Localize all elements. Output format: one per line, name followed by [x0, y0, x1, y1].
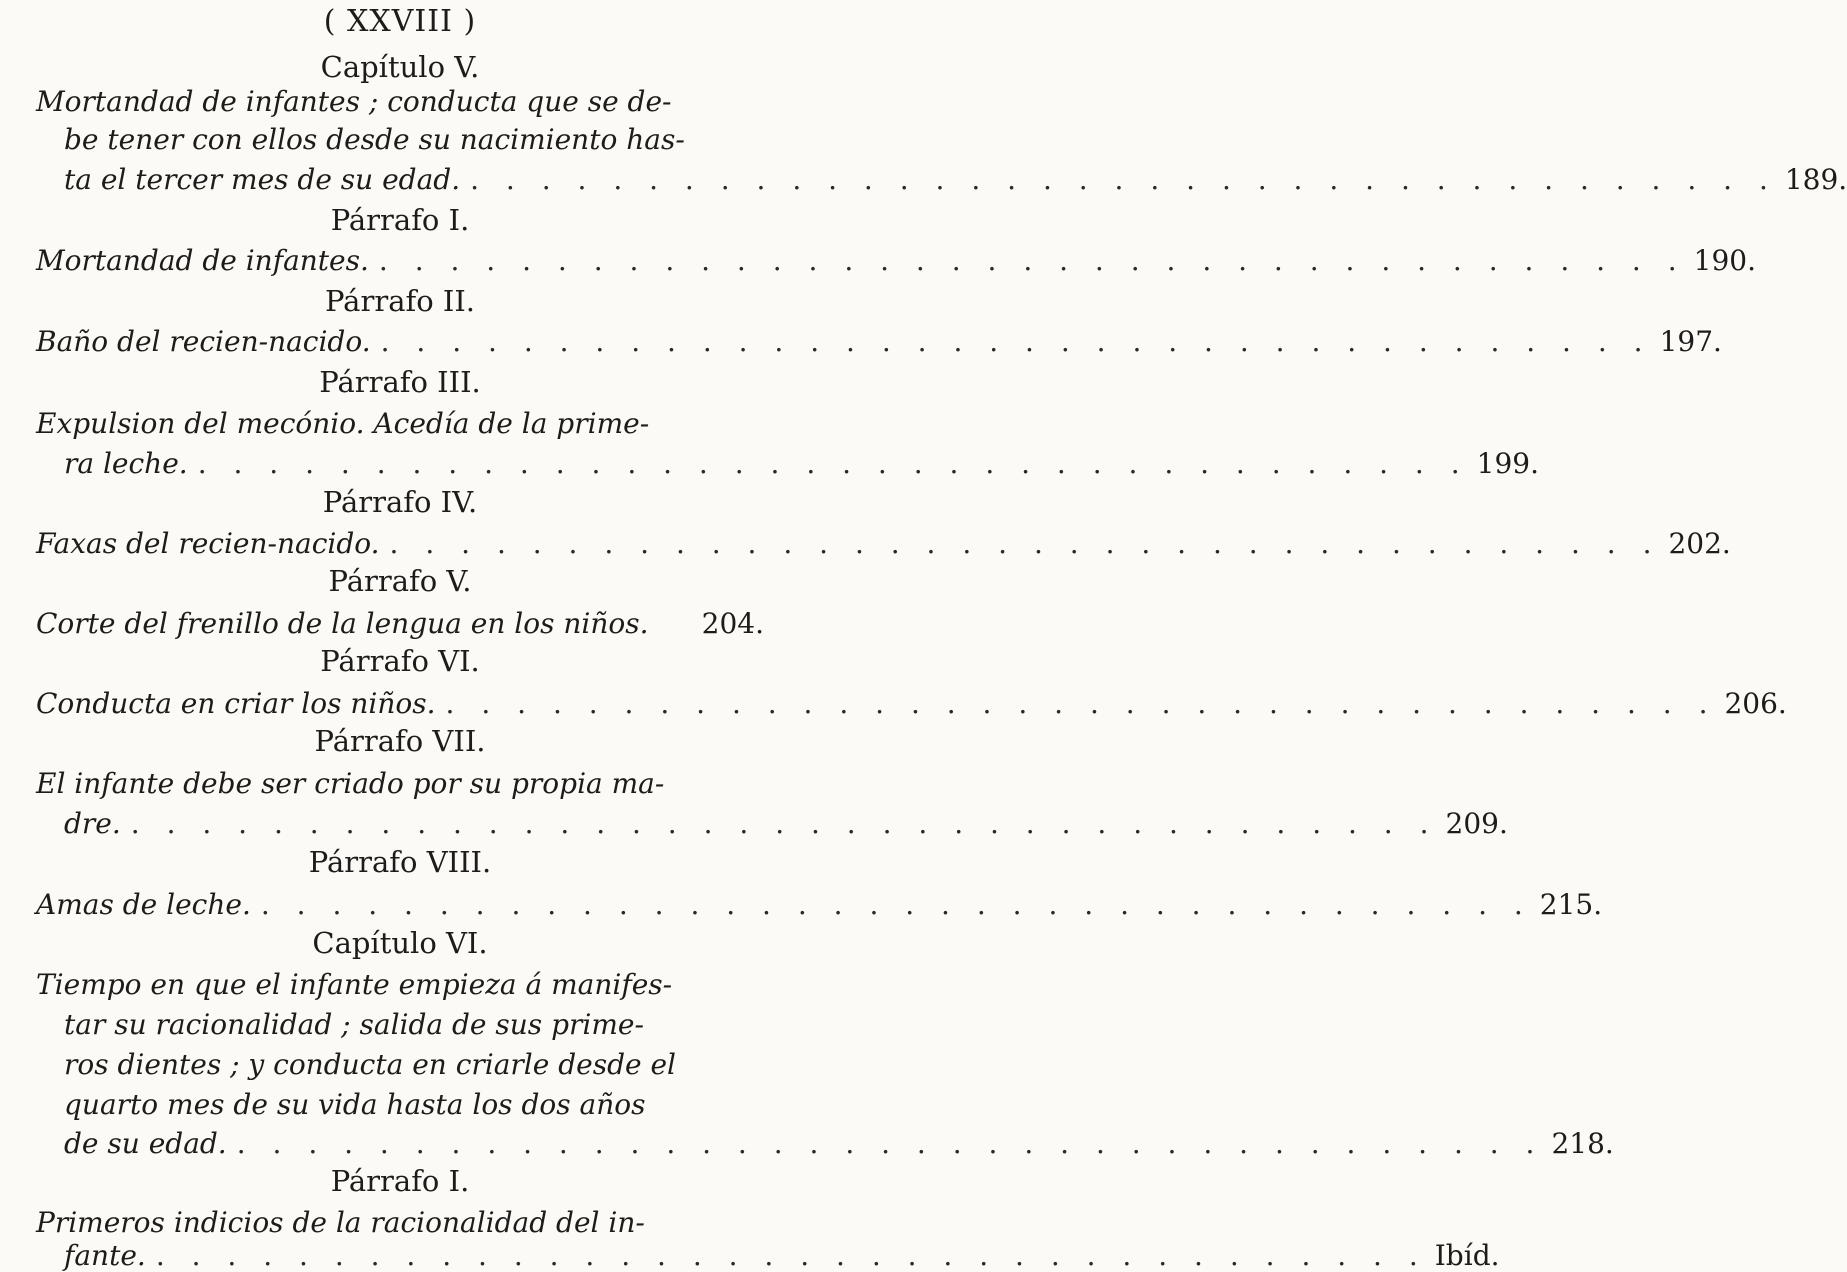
page-number: 218.	[1551, 1127, 1614, 1160]
dot-leader: . . . . . . . . . . . . . . . . . . . . . . . . . . . . . . . . . . . .	[155, 1239, 1427, 1272]
paragraph-heading: Párrafo III.	[319, 365, 481, 399]
page-number: 199.	[1476, 447, 1539, 480]
page-number: Ibíd.	[1434, 1239, 1500, 1272]
page-number: 197.	[1659, 325, 1722, 358]
entry-text: ta el tercer mes de su edad.	[64, 163, 461, 196]
entry-line-with-page	[36, 684, 1787, 724]
entry-line-with-page	[36, 604, 764, 644]
entry-text: Amas de leche.	[36, 888, 251, 921]
page-number: 204.	[701, 607, 764, 640]
entry-line-with-page	[64, 1124, 1614, 1164]
dot-leader: . . . . . . . . . . . . . . . . . . . . . . . . . . . . . . . . . . . .	[260, 888, 1532, 921]
entry-line: quarto mes de su vida hasta los dos años	[64, 1088, 646, 1121]
entry-text: fante.	[64, 1239, 146, 1272]
entry-line: Expulsion del mecónio. Acedía de la prime-	[36, 407, 650, 440]
entry-line: El infante debe ser criado por su propia ma-	[36, 767, 665, 800]
dot-leader: . . . . . . . . . . . . . . . . . . . . . . . . . . . . . . . . . . . . .	[236, 1127, 1544, 1160]
dot-leader: . . . . . . . . . . . . . . . . . . . . . . . . . . . . . . . . . . . .	[380, 325, 1652, 358]
entry-line-with-page	[64, 804, 1508, 844]
paragraph-heading: Párrafo V.	[328, 564, 472, 598]
page-number: 206.	[1724, 687, 1787, 720]
dot-leader: . . . . . . . . . . . . . . . . . . . . . . . . . . . . . . . . . . . . .	[378, 244, 1686, 277]
entry-line: tar su racionalidad ; salida de sus prime-	[64, 1008, 644, 1041]
dot-leader: . . . . . . . . . . . . . . . . . . . . . . . . . . . . . . . . . . . .	[197, 447, 1469, 480]
entry-text: Faxas del recien-nacido.	[36, 527, 380, 560]
entry-text: de su edad.	[64, 1127, 227, 1160]
page-number: 189.	[1784, 163, 1847, 196]
entry-line-with-page	[64, 1239, 1500, 1272]
entry-text: Baño del recien-nacido.	[36, 325, 371, 358]
page-number: 202.	[1668, 527, 1731, 560]
page-number: 209.	[1445, 807, 1508, 840]
entry-line: ros dientes ; y conducta en criarle desde el	[64, 1048, 677, 1081]
entry-line-with-page	[36, 241, 1756, 281]
paragraph-heading: Párrafo VII.	[314, 724, 486, 758]
dot-leader: . . . . . . . . . . . . . . . . . . . . . . . . . . . . . . . . . . . .	[445, 687, 1717, 720]
chapter-heading: Capítulo V.	[320, 50, 480, 84]
paragraph-heading: Párrafo IV.	[322, 485, 478, 519]
paragraph-heading: Párrafo II.	[324, 284, 476, 318]
dot-leader: . . . . . . . . . . . . . . . . . . . . . . . . . . . . . . . . . . . . .	[470, 163, 1777, 196]
paragraph-heading: Párrafo VI.	[320, 644, 480, 678]
page-number: 215.	[1539, 888, 1603, 921]
page-number: 190.	[1693, 244, 1756, 277]
entry-line-with-page	[64, 444, 1539, 484]
page-header: ( XXVIII )	[323, 4, 477, 39]
entry-line-with-page	[36, 524, 1731, 564]
entry-line: Tiempo en que el infante empieza á manifes-	[36, 968, 673, 1001]
paragraph-heading: Párrafo VIII.	[308, 845, 492, 879]
entry-text: Mortandad de infantes.	[36, 244, 369, 277]
entry-line: be tener con ellos desde su nacimiento has-	[64, 123, 685, 156]
dot-leader: . . . . . . . . . . . . . . . . . . . . . . . . . . . . . . . . . . . .	[389, 527, 1661, 560]
dot-leader: . . . . . . . . . . . . . . . . . . . . . . . . . . . . . . . . . . . . .	[130, 807, 1438, 840]
paragraph-heading: Párrafo I.	[330, 1164, 470, 1198]
chapter-heading: Capítulo VI.	[312, 926, 488, 960]
entry-line-with-page	[36, 322, 1722, 362]
entry-text: ra leche.	[64, 447, 188, 480]
entry-text: Corte del frenillo de la lengua en los niños.	[36, 607, 649, 640]
entry-line: Primeros indicios de la racionalidad del in-	[36, 1206, 645, 1239]
paragraph-heading: Párrafo I.	[330, 203, 470, 237]
entry-line: Mortandad de infantes ; conducta que se de-	[36, 85, 672, 118]
entry-line-with-page	[36, 885, 1603, 925]
entry-line-with-page	[64, 160, 1847, 200]
entry-text: Conducta en criar los niños.	[36, 687, 436, 720]
entry-text: dre.	[64, 807, 121, 840]
